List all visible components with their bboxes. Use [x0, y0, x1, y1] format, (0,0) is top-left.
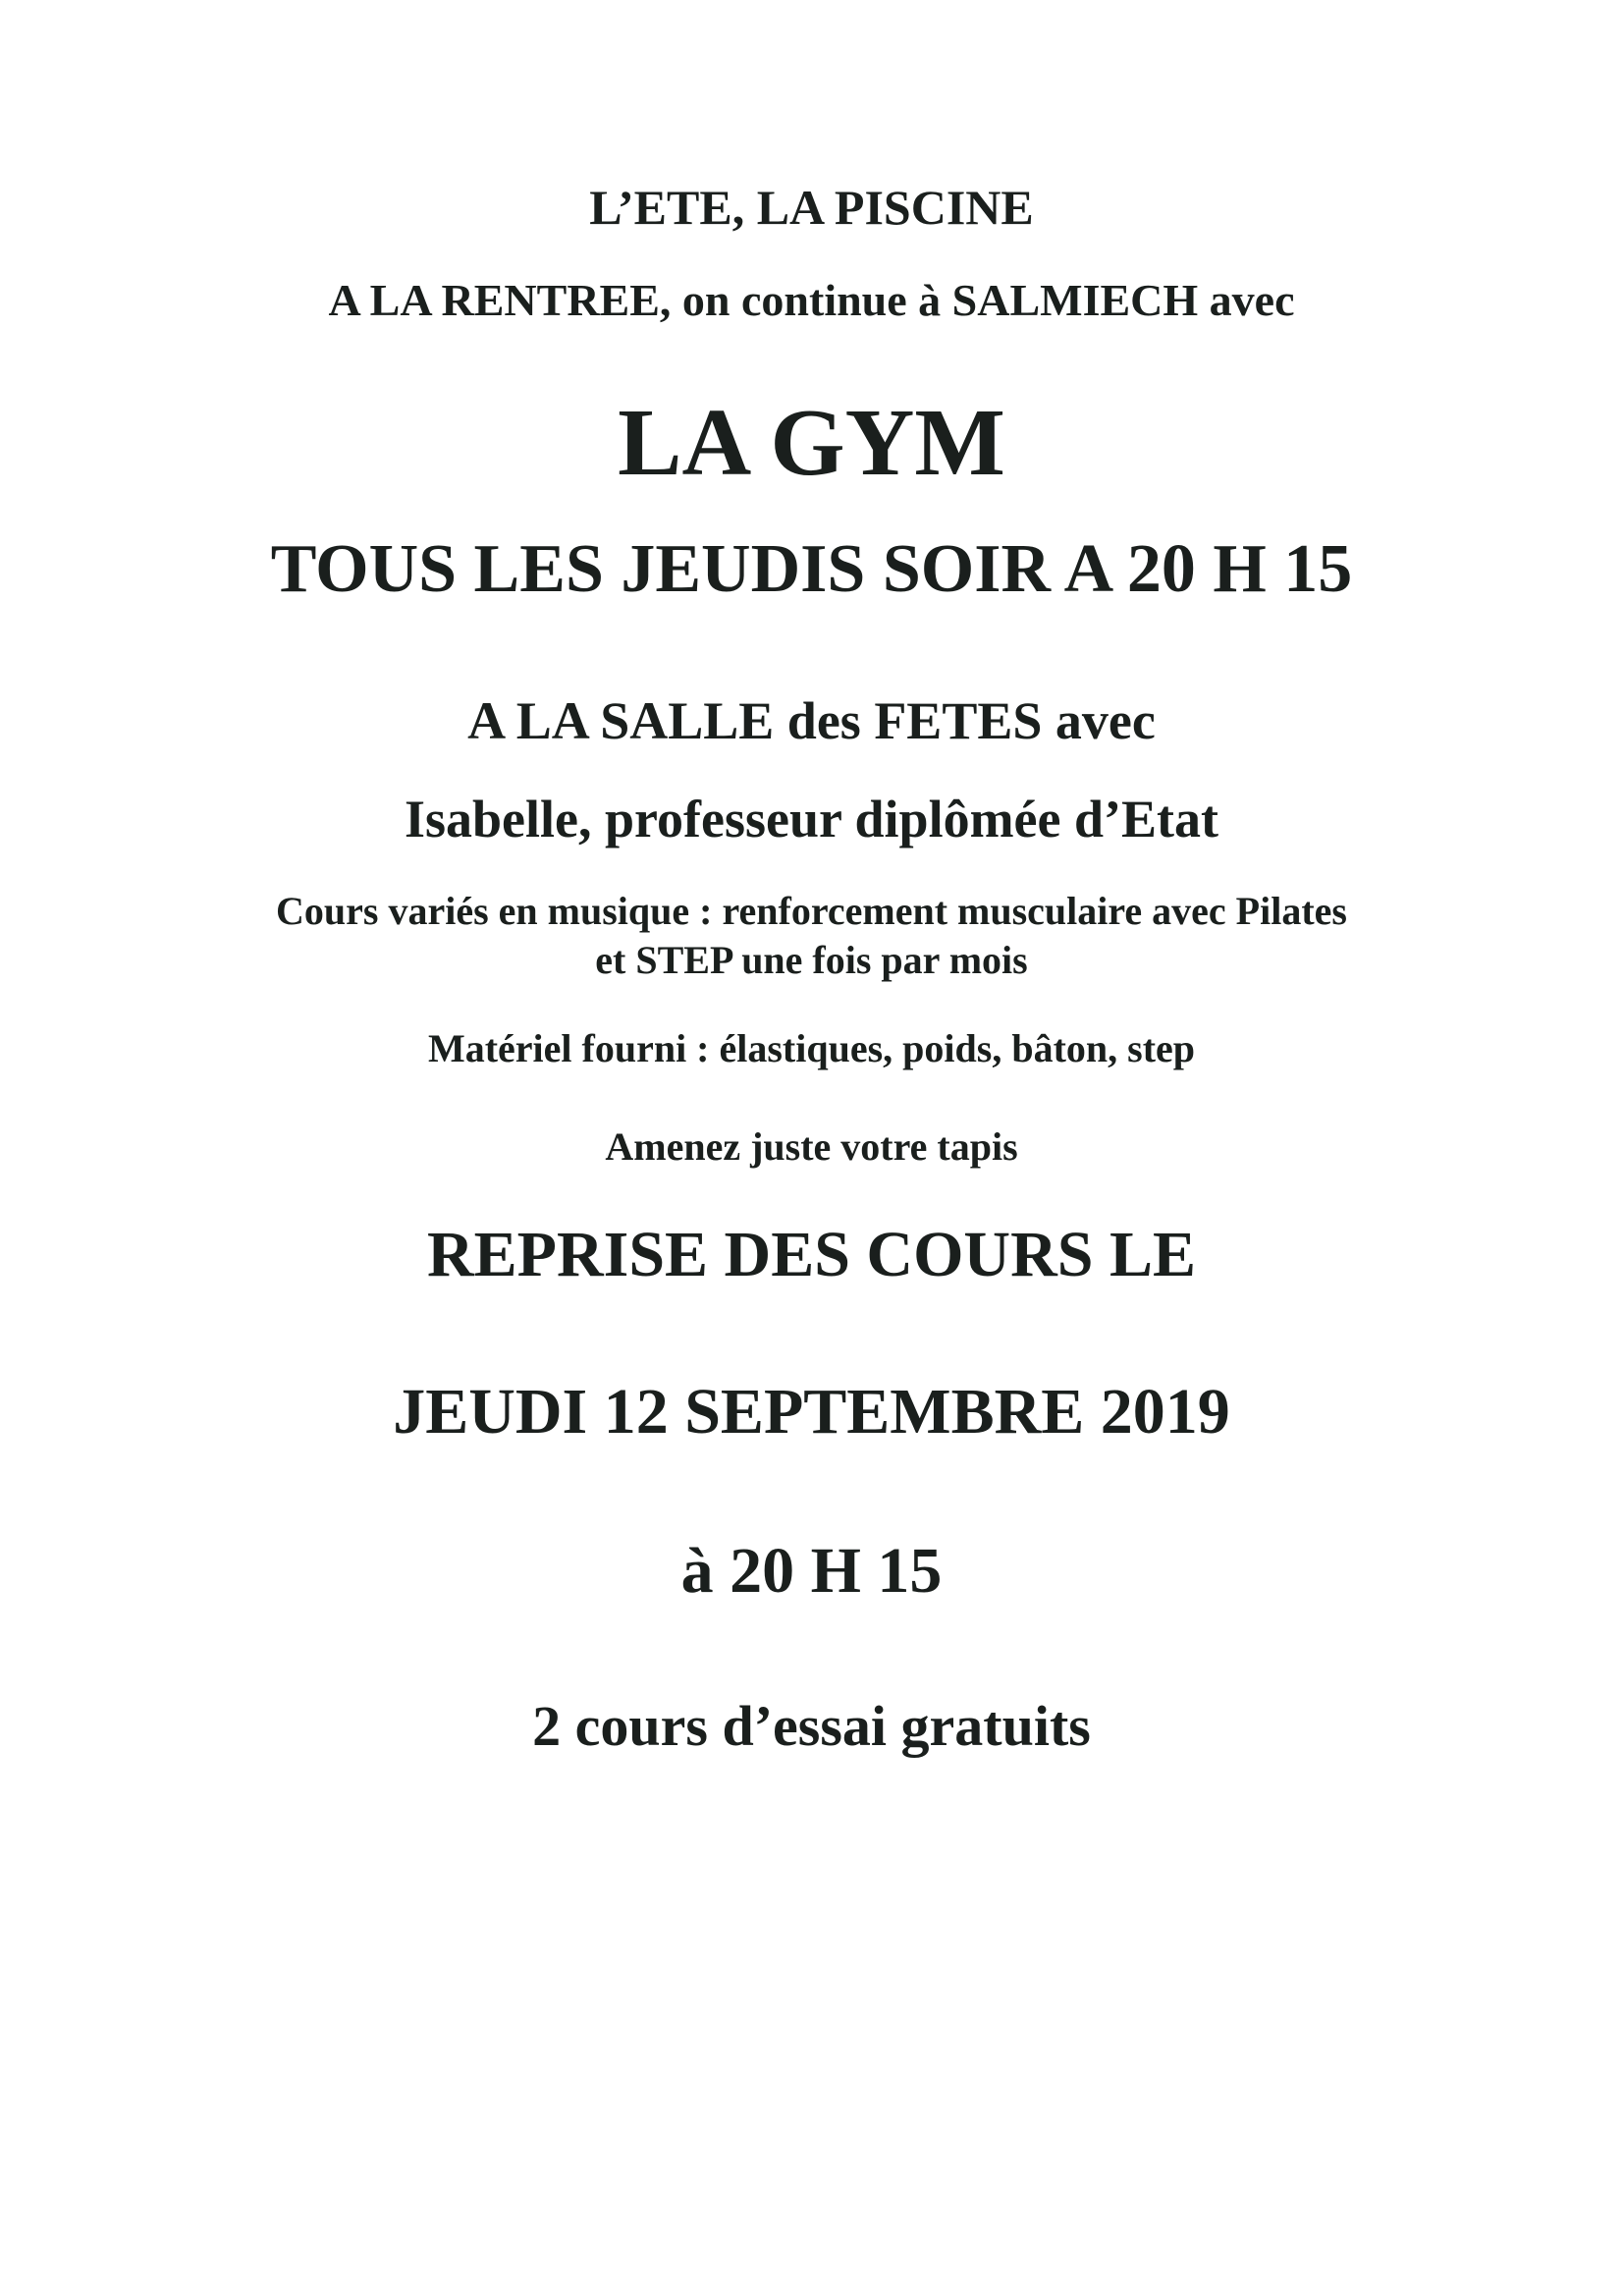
courses-line-1: Cours variés en musique : renforcement musculaire avec Pilates [276, 889, 1347, 933]
courses-line-2: et STEP une fois par mois [595, 938, 1028, 982]
intro-line: L’ETE, LA PISCINE [589, 180, 1034, 235]
poster-title: LA GYM [618, 390, 1005, 496]
resume-date: JEUDI 12 SEPTEMBRE 2019 [393, 1376, 1230, 1448]
trial-offer: 2 cours d’essai gratuits [532, 1694, 1091, 1758]
venue-line: A LA SALLE des FETES avec [467, 691, 1156, 750]
schedule-line: TOUS LES JEUDIS SOIR A 20 H 15 [270, 531, 1353, 607]
resume-heading: REPRISE DES COURS LE [426, 1219, 1197, 1290]
resume-time: à 20 H 15 [680, 1535, 943, 1607]
rentree-line: A LA RENTREE, on continue à SALMIECH avec [328, 275, 1295, 325]
bring-line: Amenez juste votre tapis [605, 1124, 1018, 1169]
teacher-line: Isabelle, professeur diplômée d’Etat [405, 790, 1218, 848]
equipment-line: Matériel fourni : élastiques, poids, bâton, step [427, 1026, 1196, 1070]
